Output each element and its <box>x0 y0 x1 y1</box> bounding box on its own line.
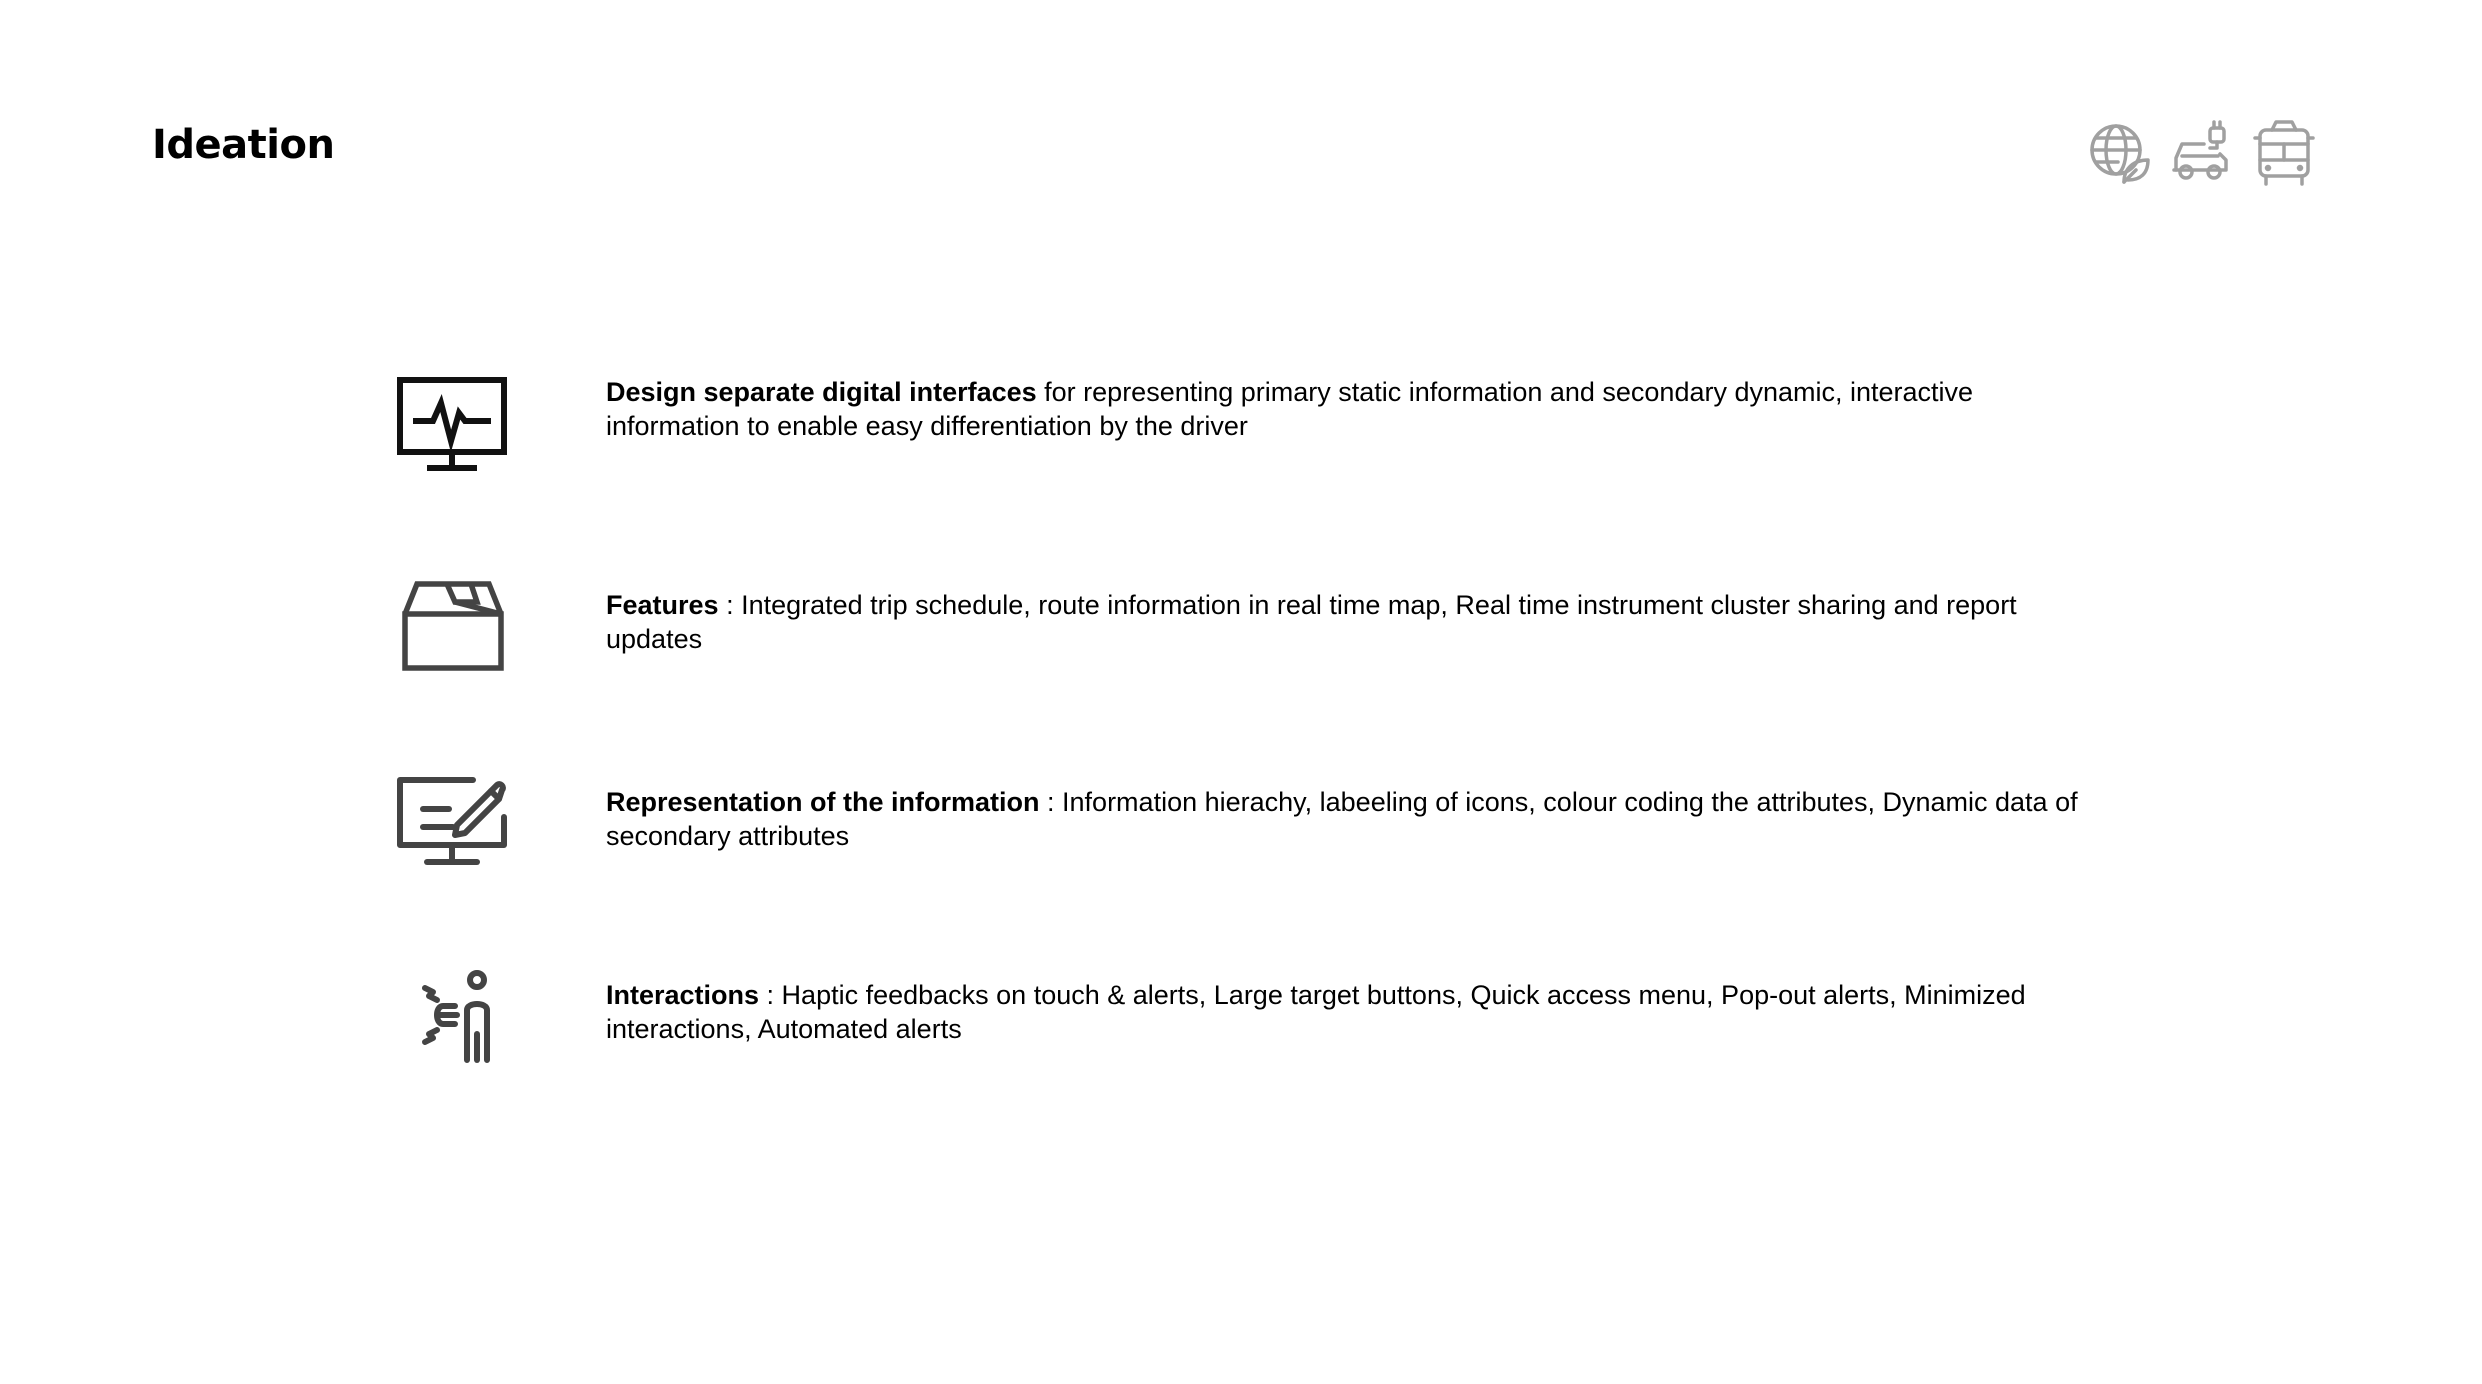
monitor-pulse-icon <box>395 375 511 475</box>
list-item <box>395 775 2095 895</box>
electric-car-icon <box>2170 118 2234 188</box>
person-haptic-icon <box>395 968 511 1068</box>
monitor-pen-icon <box>395 775 511 875</box>
item-text <box>606 588 2086 656</box>
list-item <box>395 375 2095 495</box>
item-description: : Haptic feedbacks on touch & alerts, Large target buttons, Quick access menu, Pop-out alerts, Minimized interactions, Automated alerts <box>606 980 2026 1044</box>
item-text <box>606 785 2086 853</box>
item-description: : Integrated trip schedule, route information in real time map, Real time instrument cluster sharing and report updates <box>606 590 2017 654</box>
item-description: for representing primary static information and secondary dynamic, interactive information to enable easy differentiation by the driver <box>606 377 1974 441</box>
item-text <box>606 978 2086 1046</box>
bus-icon <box>2252 118 2316 188</box>
page-title: Ideation <box>152 122 335 168</box>
globe-leaf-icon <box>2088 118 2152 188</box>
item-heading: Representation of the information <box>606 787 1040 817</box>
item-heading: Features <box>606 590 719 620</box>
item-heading: Design separate digital interfaces <box>606 377 1037 407</box>
item-description: : Information hierachy, labeeling of icons, colour coding the attributes, Dynamic data of secondary attributes <box>606 787 2078 851</box>
list-item <box>395 968 2095 1088</box>
item-text <box>606 375 2086 443</box>
box-icon <box>395 578 511 678</box>
header-icon-group <box>2088 118 2316 188</box>
item-heading: Interactions <box>606 980 760 1010</box>
list-item <box>395 578 2095 698</box>
